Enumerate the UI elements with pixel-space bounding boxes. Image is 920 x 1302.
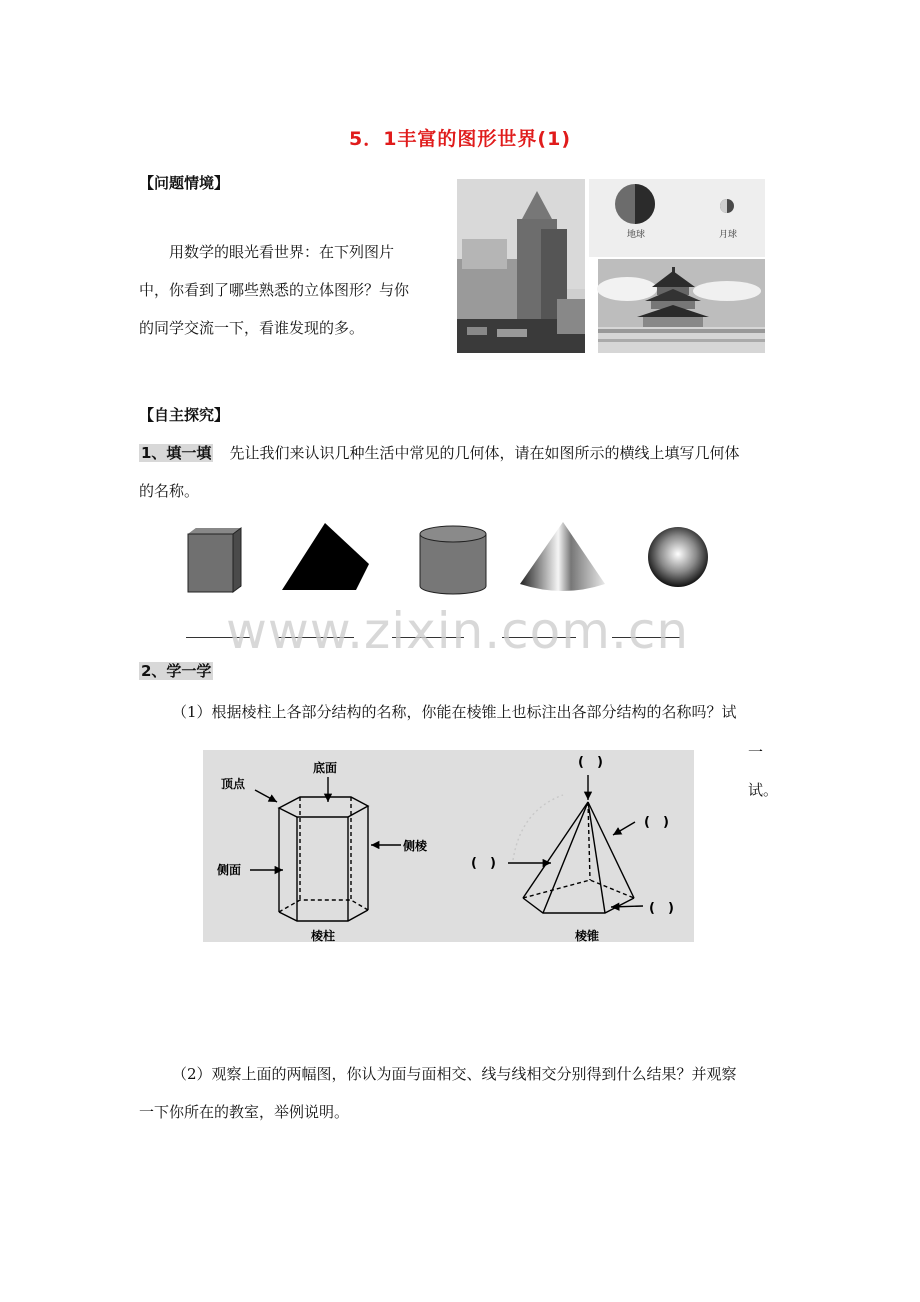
- cylinder-shape: [420, 526, 486, 594]
- problem-line-1: 用数学的眼光看世界：在下列图片: [169, 243, 395, 261]
- problem-heading: 【问题情境】: [139, 174, 230, 192]
- q1-text: （1）根据棱柱上各部分结构的名称，你能在棱锥上也标注出各部分结构的名称吗？试: [172, 703, 737, 721]
- item1-text: [139, 434, 799, 510]
- tower-photo: [457, 179, 585, 353]
- photo-collage: [457, 179, 765, 353]
- problem-line-3: 的同学交流一下，看谁发现的多。: [139, 319, 365, 337]
- pyramid-blank-bottom: ( ): [649, 901, 674, 916]
- prism-pyramid-diagram: [203, 750, 694, 942]
- label-side-face: 侧面: [217, 863, 242, 877]
- explore-heading: 【自主探究】: [139, 406, 230, 424]
- q2-line-1: （2）观察上面的两幅图，你认为面与面相交、线与线相交分别得到什么结果？并观察: [172, 1065, 737, 1083]
- cube-shape: [188, 528, 241, 592]
- pyramid-blank-left: ( ): [471, 856, 496, 871]
- page-title: 5．1丰富的图形世界(1): [348, 128, 572, 150]
- temple-photo: [597, 259, 765, 353]
- pyramid-shape: [282, 523, 369, 590]
- item1-label: 1、填一填: [141, 444, 212, 462]
- q2-text: [139, 1055, 799, 1131]
- pyramid-blank-top: ( ): [578, 755, 603, 770]
- watermark: www.zixin.com.cn: [226, 602, 690, 660]
- label-pyramid: 棱锥: [575, 929, 600, 942]
- label-side-edge: 侧棱: [403, 839, 428, 853]
- problem-text: [139, 233, 439, 347]
- problem-line-2: 中，你看到了哪些熟悉的立体图形？与你: [139, 281, 410, 299]
- sphere-shape: [648, 527, 708, 587]
- q2-line-2: 一下你所在的教室，举例说明。: [139, 1103, 350, 1121]
- item2-label: 2、学一学: [141, 662, 212, 680]
- label-prism: 棱柱: [311, 929, 336, 942]
- item2-heading-wrap: [139, 652, 213, 690]
- pyramid-blank-right: ( ): [644, 815, 669, 830]
- cone-shape: [520, 522, 605, 591]
- earth-label: 地球: [627, 230, 646, 240]
- q1-tail-2: 试。: [748, 781, 779, 799]
- label-bottom-face: 底面: [313, 761, 338, 775]
- item1-text-a: 先让我们来认识几种生活中常见的几何体，请在如图所示的横线上填写几何体: [229, 444, 740, 462]
- q1-tail-1: 一: [748, 743, 764, 761]
- label-vertex: 顶点: [221, 777, 246, 791]
- moon-label: 月球: [719, 230, 738, 240]
- solid-shapes: [180, 520, 720, 600]
- item1-text-b: 的名称。: [139, 482, 200, 500]
- earth-moon-photo: [589, 179, 765, 257]
